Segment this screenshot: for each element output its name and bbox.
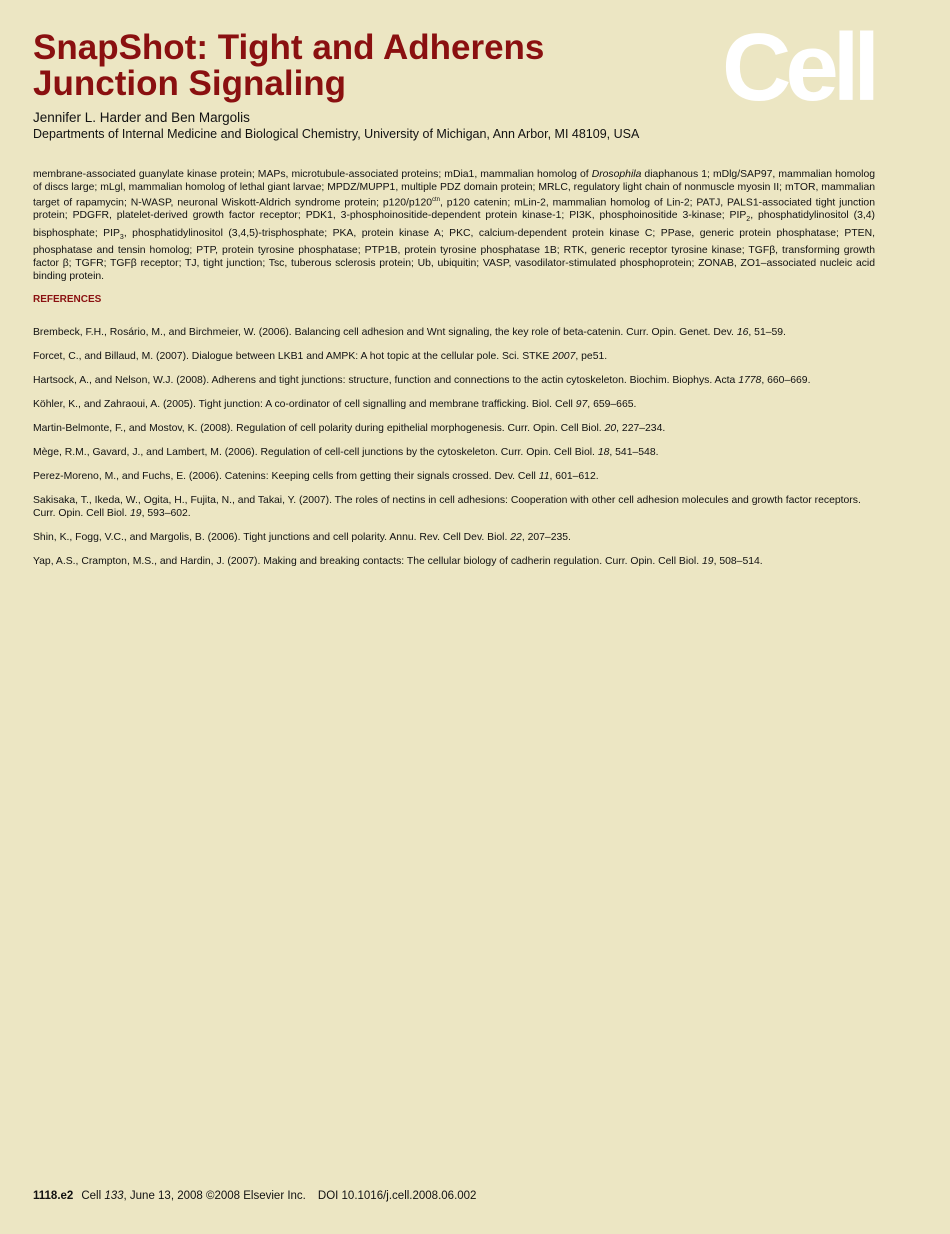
footer-volume: 133	[104, 1190, 124, 1202]
ref-volume: 19	[130, 508, 142, 519]
title-line-1: SnapShot: Tight and Adherens	[33, 28, 545, 67]
ref-volume: 18	[597, 447, 610, 458]
abbrev-sub-2: 2	[746, 216, 751, 224]
ref-volume: 2007	[552, 351, 576, 362]
abbrev-sub-3: 3	[119, 233, 124, 241]
reference-list	[33, 326, 875, 579]
ref-text: Yap, A.S., Crampton, M.S., and Hardin, J. (2007). Making and breaking contacts: The cellular biology of cadherin regulation. Curr. Opin. Cell Biol.	[33, 556, 702, 567]
ref-volume: 20	[604, 423, 617, 434]
reference-item	[33, 422, 875, 435]
abbrev-italic-drosophila: Drosophila	[591, 169, 642, 180]
ref-volume: 22	[510, 532, 522, 543]
ref-pages: , 51–59.	[748, 327, 786, 338]
ref-volume: 97	[575, 399, 588, 410]
affiliation: Departments of Internal Medicine and Biological Chemistry, University of Michigan, Ann Arbor, MI 48109, USA	[33, 127, 640, 141]
journal-logo: Cell	[722, 14, 875, 121]
ref-text: Sakisaka, T., Ikeda, W., Ogita, H., Fujita, N., and Takai, Y. (2007). The roles of nectins in cell adhesions: Cooperation with other cell adhesion molecules and growth factor receptors. Curr. Opin. Cell Biol.	[33, 495, 861, 519]
reference-item	[33, 494, 875, 520]
reference-item	[33, 531, 875, 544]
ref-pages: , 660–669.	[761, 375, 811, 386]
reference-item	[33, 446, 875, 459]
ref-pages: , 601–612.	[549, 471, 599, 482]
ref-text: Hartsock, A., and Nelson, W.J. (2008). Adherens and tight junctions: structure, function and connections to the actin cytoskeleton. Biochim. Biophys. Acta	[33, 375, 739, 386]
ref-volume: 16	[736, 327, 749, 338]
abbreviations-paragraph	[33, 168, 875, 283]
footer-date: , June 13, 2008 ©2008 Elsevier Inc.	[123, 1190, 306, 1202]
ref-text: Perez-Moreno, M., and Fuchs, E. (2006). Catenins: Keeping cells from getting their signals crossed. Dev. Cell	[33, 471, 539, 482]
reference-item	[33, 326, 875, 339]
ref-text: Shin, K., Fogg, V.C., and Margolis, B. (2006). Tight junctions and cell polarity. Annu. Rev. Cell Dev. Biol.	[33, 532, 511, 543]
ref-pages: , 593–602.	[141, 508, 191, 519]
authors: Jennifer L. Harder and Ben Margolis	[33, 110, 250, 125]
ref-text: Forcet, C., and Billaud, M. (2007). Dialogue between LKB1 and AMPK: A hot topic at the cellular pole. Sci. STKE	[33, 351, 553, 362]
ref-pages: , 541–548.	[609, 447, 659, 458]
reference-item	[33, 374, 875, 387]
abbrev-text-4: , phosphatidylinositol (3,4) bisphosphate; PIP	[33, 210, 876, 239]
footer-journal: Cell	[81, 1190, 105, 1202]
ref-pages: , 508–514.	[713, 556, 763, 567]
ref-pages: , 227–234.	[616, 423, 666, 434]
ref-pages: , 659–665.	[587, 399, 637, 410]
ref-text: Martin-Belmonte, F., and Mostov, K. (2008). Regulation of cell polarity during epithelial morphogenesis. Curr. Opin. Cell Biol.	[33, 423, 605, 434]
reference-item	[33, 350, 875, 363]
ref-volume: 11	[538, 471, 550, 482]
reference-item	[33, 398, 875, 411]
page-number: 1118.e2	[33, 1190, 74, 1202]
abbrev-text-3: , p120 catenin; mLin-2, mammalian homolog of Lin-2; PATJ, PALS1-associated tight junction protein; PDGFR, platelet-derived growth factor receptor; PDK1, 3-phosphoinositide-dependent protein kinase-1; PI3K, phosphoinositide 3-kinase; PIP	[33, 197, 875, 222]
footer-doi: DOI 10.1016/j.cell.2008.06.002	[317, 1190, 477, 1202]
page-title	[33, 30, 544, 102]
abbrev-text-2: diaphanous 1; mDlg/SAP97, mammalian homolog of discs large; mLgl, mammalian homolog of lethal giant larvae; MPDZ/MUPP1, multiple PDZ domain protein; MRLC, regulatory light chain of nonmuscle myosin II; mTOR, mammalian target of rapamycin; N-WASP, neuronal Wiskott-Aldrich syndrome protein; p120/p120	[33, 169, 875, 209]
ref-pages: , 207–235.	[521, 532, 571, 543]
reference-item	[33, 555, 875, 568]
title-line-2: Junction Signaling	[33, 64, 347, 103]
abbrev-sup-ctn: ctn	[432, 197, 441, 203]
abbrev-text-5: , phosphatidylinositol (3,4,5)-trisphosphate; PKA, protein kinase A; PKC, calcium-dependent protein kinase C; PPase, generic protein phosphatase; PTEN, phosphatase and tensin homolog; PTP, protein tyrosine phosphatase; PTP1B, protein tyrosine phosphatase 1B; RTK, generic receptor tyrosine kinase; TGFβ, transforming growth factor β; TGFR; TGFβ receptor; TJ, tight junction; Tsc, tuberous sclerosis protein; Ub, ubiquitin; VASP, vasodilator-stimulated phosphoprotein; ZONAB, ZO1–associated nucleic acid binding protein.	[33, 227, 875, 282]
reference-item	[33, 470, 875, 483]
ref-text: Brembeck, F.H., Rosário, M., and Birchmeier, W. (2006). Balancing cell adhesion and Wnt signaling, the key role of beta-catenin. Curr. Opin. Genet. Dev.	[33, 327, 737, 338]
ref-text: Mège, R.M., Gavard, J., and Lambert, M. (2006). Regulation of cell-cell junctions by the cytoskeleton. Curr. Opin. Cell Biol.	[33, 447, 598, 458]
ref-volume: 19	[702, 556, 714, 567]
ref-volume: 1778	[738, 375, 762, 386]
ref-text: Köhler, K., and Zahraoui, A. (2005). Tight junction: A co-ordinator of cell signalling and membrane trafficking. Biol. Cell	[33, 399, 576, 410]
abbrev-text-1: membrane-associated guanylate kinase protein; MAPs, microtubule-associated proteins; mDia1, mammalian homolog of	[33, 169, 592, 180]
references-heading: REFERENCES	[33, 294, 102, 305]
page-footer	[33, 1190, 476, 1202]
ref-pages: , pe51.	[575, 351, 608, 362]
